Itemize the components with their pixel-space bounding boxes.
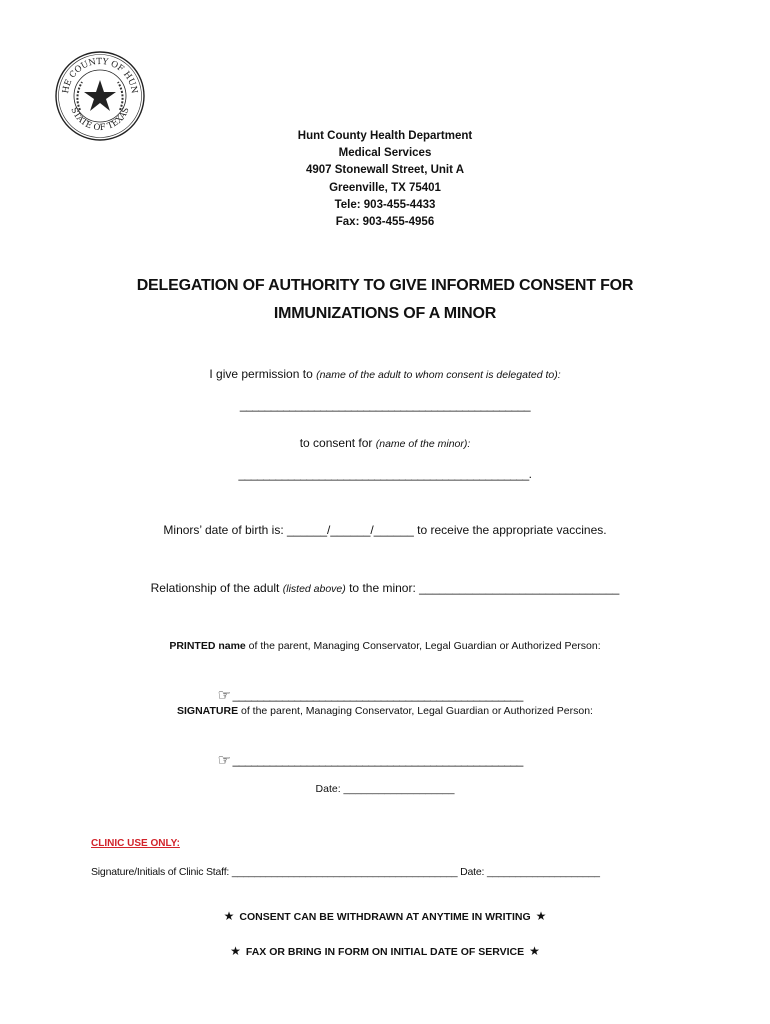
pointing-hand-icon: ☞ — [217, 752, 231, 769]
seal-star-icon — [84, 80, 116, 111]
minor-name-field[interactable]: _______________________________________________. — [238, 467, 532, 481]
footer-line-1 — [0, 909, 770, 923]
clinic-staff-field[interactable]: Signature/Initials of Clinic Staff: ________________________________________ Date: ____________________ — [91, 866, 600, 878]
pointing-hand-icon: ☞ — [217, 687, 231, 704]
star-icon: ★ — [230, 944, 241, 958]
clinic-use-label: CLINIC USE ONLY: — [91, 838, 180, 849]
star-icon: ★ — [529, 944, 540, 958]
relationship-text: Relationship of the adult — [150, 581, 283, 595]
permission-text: I give permission to — [209, 367, 317, 381]
dob-field[interactable]: Minors’ date of birth is: ______/______/______ to receive the appropriate vaccines. — [163, 523, 607, 537]
consent-hint: (name of the minor): — [375, 438, 471, 450]
signature-field[interactable] — [212, 737, 523, 769]
form-title — [0, 272, 770, 328]
header-line-3: 4907 Stonewall Street, Unit A — [305, 164, 465, 177]
printed-name-field[interactable] — [212, 672, 523, 704]
permission-statement — [0, 367, 770, 381]
signature-line: _______________________________________________ — [232, 753, 523, 767]
footer-text-1: CONSENT CAN BE WITHDRAWN AT ANYTIME IN WRITING — [239, 911, 531, 923]
star-icon: ★ — [223, 909, 235, 923]
footer-line-2 — [0, 944, 770, 958]
footer-text-2: FAX OR BRING IN FORM ON INITIAL DATE OF SERVICE — [245, 946, 525, 958]
consent-statement — [0, 436, 770, 450]
delegate-name-field[interactable]: _______________________________________________ — [239, 398, 531, 412]
signature-rest: of the parent, Managing Conservator, Legal Guardian or Authorized Person: — [238, 705, 593, 717]
seal-ring-top: HE COUNTY OF HUN — [60, 56, 140, 95]
header-line-2: Medical Services — [338, 147, 432, 160]
relationship-line: to the minor: ______________________________ — [345, 581, 620, 595]
printed-name-label — [0, 640, 770, 652]
printed-name-bold: PRINTED name — [169, 640, 246, 652]
relationship-field[interactable] — [0, 581, 770, 595]
printed-name-line: _______________________________________________ — [232, 688, 523, 702]
printed-name-rest: of the parent, Managing Conservator, Legal Guardian or Authorized Person: — [245, 640, 601, 652]
seal-ring-bottom: STATE OF TEXAS — [68, 106, 132, 134]
title-line-2: IMMUNIZATIONS OF A MINOR — [273, 305, 497, 322]
consent-text: to consent for — [299, 436, 376, 450]
title-line-1: DELEGATION OF AUTHORITY TO GIVE INFORMED CONSENT FOR — [136, 277, 634, 294]
header-line-5: Tele: 903-455-4433 — [334, 198, 436, 211]
header-line-1: Hunt County Health Department — [297, 130, 473, 142]
header-line-6: Fax: 903-455-4956 — [335, 216, 435, 229]
relationship-hint: (listed above) — [282, 583, 346, 595]
department-header — [0, 128, 770, 231]
signature-bold: SIGNATURE — [177, 705, 239, 717]
signature-label — [0, 705, 770, 717]
svg-text:THE COUNTY OF HUNT — [54, 50, 139, 95]
permission-hint: (name of the adult to whom consent is delegated to): — [316, 369, 561, 381]
date-field[interactable]: Date: ___________________ — [315, 783, 455, 795]
header-line-4: Greenville, TX 75401 — [329, 181, 441, 194]
star-icon: ★ — [535, 909, 547, 923]
